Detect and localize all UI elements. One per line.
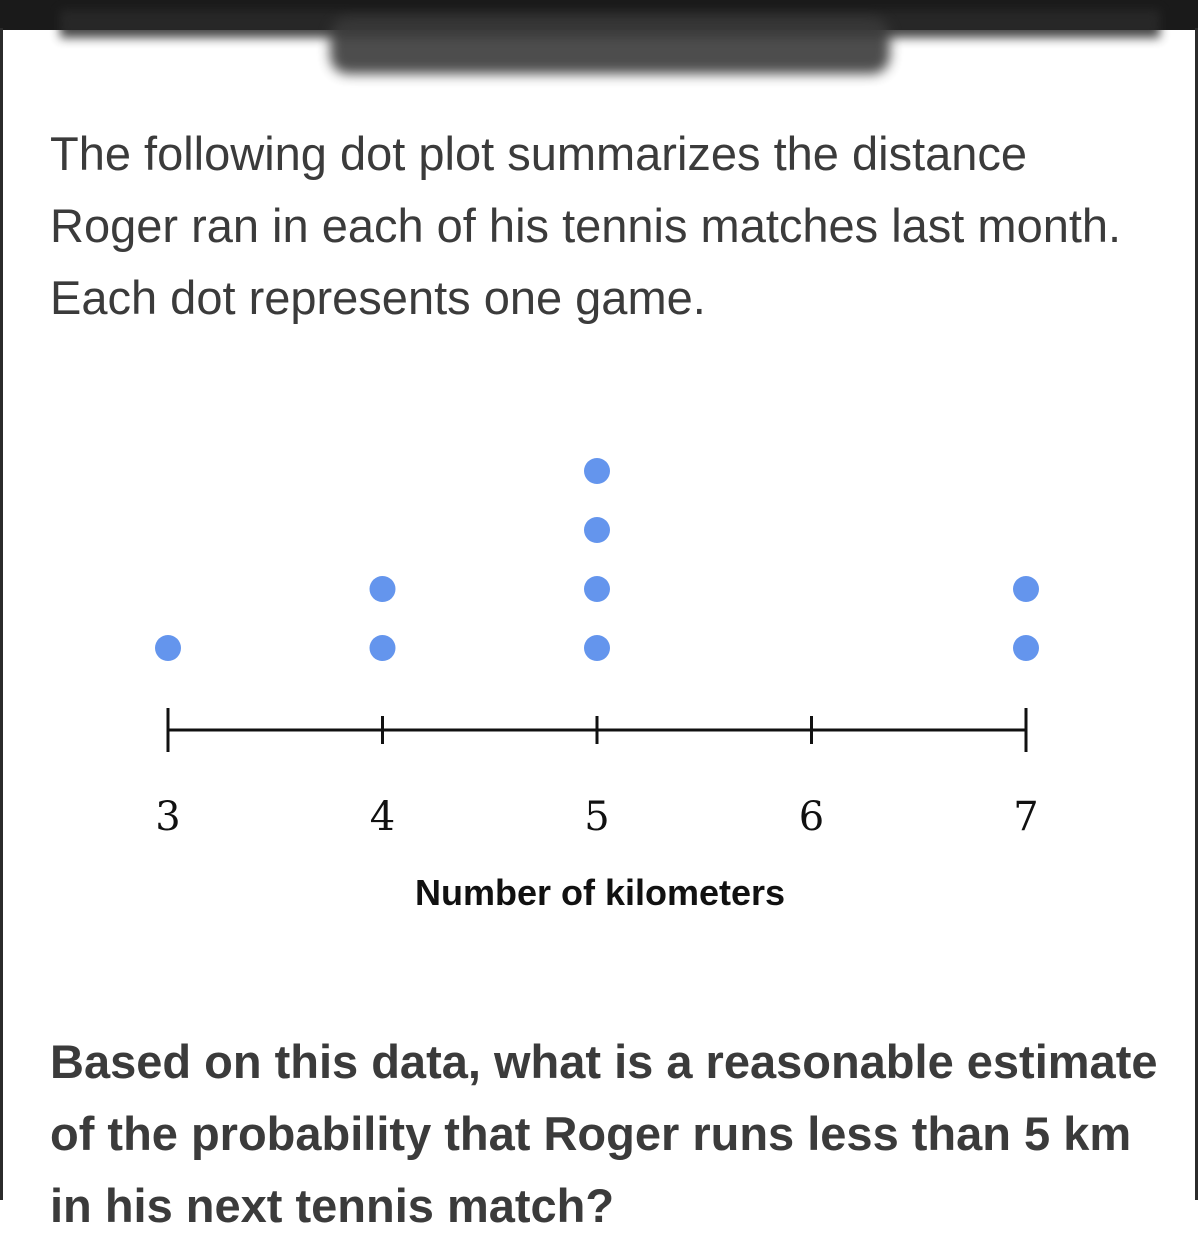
tick-label-3: 3 xyxy=(155,794,181,840)
dot-4km-1 xyxy=(370,635,396,661)
tick-label-6: 6 xyxy=(798,794,825,840)
tick-label-7: 7 xyxy=(1013,794,1039,840)
top-shadow-tab xyxy=(330,18,890,74)
dot-5km-2 xyxy=(584,576,610,602)
tick-label-4: 4 xyxy=(369,794,396,840)
problem-question: Based on this data, what is a reasonable estimate of the probability that Roger runs less than 5 km in his next tennis match? xyxy=(50,1035,1158,1232)
dot-4km-2 xyxy=(370,576,396,602)
x-axis-title: Number of kilometers xyxy=(414,872,786,913)
dot-7km-1 xyxy=(1013,635,1039,661)
tick-labels-layer xyxy=(155,794,1038,840)
dots-layer xyxy=(155,458,1039,661)
dot-5km-1 xyxy=(584,635,610,661)
dot-plot xyxy=(0,420,1198,940)
problem-intro: The following dot plot summarizes the distance Roger ran in each of his tennis matches last month. Each dot represents one game. xyxy=(50,127,1122,324)
dot-5km-4 xyxy=(584,458,610,484)
dot-3km-1 xyxy=(155,635,181,661)
tick-label-5: 5 xyxy=(584,794,610,840)
dot-7km-2 xyxy=(1013,576,1039,602)
dot-5km-3 xyxy=(584,517,610,543)
